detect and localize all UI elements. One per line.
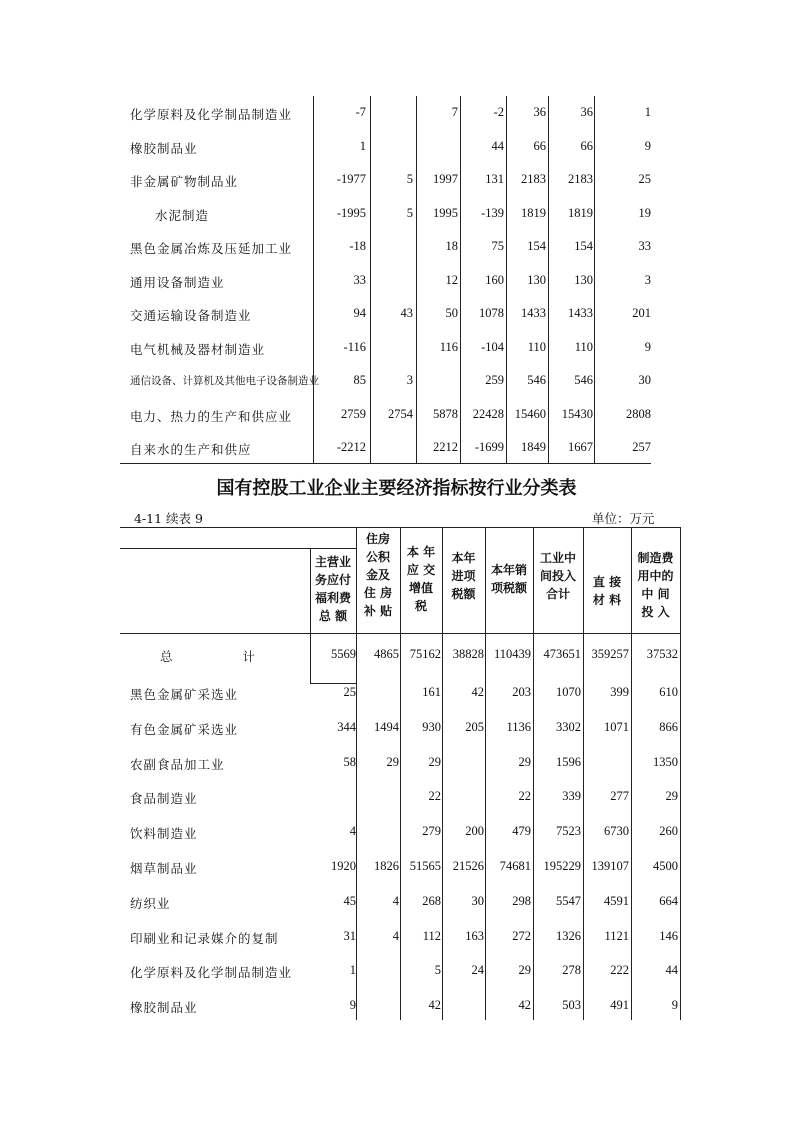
row-label: 食品制造业 (130, 791, 198, 807)
table-cell: -116 (343, 339, 366, 354)
table-cell: 5 (406, 172, 413, 186)
total-cell: 359257 (591, 647, 629, 661)
table-cell: 610 (659, 685, 678, 699)
table-cell: 74681 (499, 859, 531, 873)
table-cell: 1997 (433, 172, 458, 186)
table-cell: 5547 (556, 893, 581, 908)
table-cell: 1350 (653, 754, 678, 769)
table-cell: 75 (491, 239, 504, 253)
column-header: 本年 进项 税额 (451, 551, 476, 601)
column-header: 主营业 务应付 福利费 总 额 (314, 555, 351, 623)
table-cell: 33 (353, 272, 366, 287)
table-cell: 1 (644, 105, 651, 119)
table-cell: 9 (671, 998, 678, 1013)
total-cell: 75162 (409, 647, 441, 661)
table-cell: 51565 (409, 859, 441, 873)
column-header: 本年销 项税额 (490, 563, 527, 595)
table-cell: 30 (638, 373, 651, 387)
table-cell: 491 (610, 998, 629, 1013)
table-cell: 3302 (556, 719, 581, 734)
row-label: 橡胶制品业 (130, 1000, 198, 1016)
table-cell: -1995 (336, 205, 366, 220)
table-code: 4-11 续表 9 (134, 511, 203, 526)
table-cell: 1071 (604, 719, 629, 734)
table-cell: 29 (665, 789, 678, 804)
table-cell: 45 (343, 893, 356, 908)
table-cell: 5 (406, 205, 413, 220)
table-cell: 1433 (568, 306, 593, 320)
column-header: 住房 公积 金及 住 房 补 贴 (363, 532, 393, 618)
table-cell: 12 (445, 272, 458, 287)
table-cell: 29 (386, 754, 399, 769)
table-cell: 6730 (604, 824, 629, 839)
table-cell: 130 (574, 272, 593, 287)
table-cell: 36 (533, 105, 546, 119)
table-cell: 18 (445, 239, 458, 253)
table-cell: 2754 (388, 406, 413, 421)
header-divider (680, 527, 681, 633)
table-cell: -1977 (336, 172, 366, 186)
table-cell: 1078 (479, 306, 504, 320)
column-header: 工业中 间投入 合计 (539, 551, 576, 601)
table-cell: 50 (445, 306, 458, 320)
table-cell: -18 (349, 239, 366, 253)
table-cell: 44 (665, 963, 678, 978)
header-sub-rule (120, 548, 356, 549)
total-label: 总 计 (160, 649, 260, 664)
table-cell: 29 (428, 754, 441, 769)
table-cell: 257 (632, 440, 651, 454)
row-label: 有色金属矿采选业 (130, 721, 239, 737)
row-label: 印刷业和记录媒介的复制 (130, 930, 279, 946)
table-cell: 29 (518, 754, 531, 769)
row-label: 电气机械及器材制造业 (130, 341, 266, 357)
table-cell: 42 (428, 998, 441, 1013)
table-bottom-rule (120, 463, 651, 464)
table-cell: 222 (610, 963, 629, 978)
table-cell: 1819 (521, 205, 546, 220)
table-cell: 203 (512, 685, 531, 699)
table-cell: -2 (493, 105, 504, 119)
column-header: 本 年 应 交 增值 税 (406, 545, 436, 613)
table-cell: 1433 (521, 306, 546, 320)
table-cell: 25 (638, 172, 651, 186)
table-cell: 2183 (568, 172, 593, 186)
table-cell: 200 (465, 824, 484, 839)
row-label: 橡胶制品业 (130, 140, 198, 156)
table-cell: 664 (659, 893, 678, 908)
table-cell: 33 (638, 239, 651, 253)
table-cell: 930 (422, 719, 441, 734)
table-cell: 30 (471, 893, 484, 908)
table-cell: 116 (439, 339, 458, 354)
row-label: 非金属矿物制品业 (130, 174, 239, 189)
table-cell: 205 (465, 719, 484, 734)
table-cell: 1920 (331, 859, 356, 873)
table-cell: 5878 (433, 406, 458, 421)
table-cell: 278 (562, 963, 581, 978)
table-cell: 3 (406, 373, 413, 387)
table-cell: 130 (527, 272, 546, 287)
table-cell: 479 (512, 824, 531, 839)
table-cell: -2212 (336, 440, 366, 454)
table-cell: 1995 (433, 205, 458, 220)
table-cell: 15430 (561, 406, 593, 421)
table-cell: 259 (485, 373, 504, 387)
table-cell: 1596 (556, 754, 581, 769)
table-cell: -7 (355, 105, 366, 119)
row-label: 电力、热力的生产和供应业 (130, 408, 293, 424)
row-label: 黑色金属冶炼及压延加工业 (130, 241, 293, 256)
total-cell: 5569 (331, 647, 356, 661)
table-cell: 2183 (521, 172, 546, 186)
table-cell: 268 (422, 893, 441, 908)
table-cell: 1070 (556, 685, 581, 699)
table-cell: 36 (580, 105, 593, 119)
table-cell: 43 (400, 306, 413, 320)
table-cell: 1494 (374, 719, 399, 734)
table-cell: 19 (638, 205, 651, 220)
table-cell: 110 (527, 339, 546, 354)
table-cell: 1326 (556, 928, 581, 943)
table-cell: 503 (562, 998, 581, 1013)
table-cell: 42 (471, 685, 484, 699)
total-cell: 38828 (452, 647, 484, 661)
table-cell: 279 (422, 824, 441, 839)
table-cell: 546 (574, 373, 593, 387)
table-cell: 9 (349, 998, 356, 1013)
table-cell: 260 (659, 824, 678, 839)
table-cell: 4 (392, 893, 399, 908)
row-label: 化学原料及化学制品制造业 (130, 107, 293, 122)
table-cell: 546 (527, 373, 546, 387)
table-cell: 110 (574, 339, 593, 354)
table-cell: 1 (359, 138, 366, 153)
table-cell: 4 (392, 928, 399, 943)
row-label: 烟草制品业 (130, 861, 198, 876)
row-label: 黑色金属矿采选业 (130, 687, 239, 702)
table-cell: 277 (610, 789, 629, 804)
total-cell: 110439 (493, 647, 531, 661)
table-cell: 1136 (506, 719, 531, 734)
table-cell: 1849 (521, 440, 546, 454)
table-cell: 131 (485, 172, 504, 186)
table-cell: 866 (659, 719, 678, 734)
row-label: 交通运输设备制造业 (130, 308, 252, 323)
row-label: 化学原料及化学制品制造业 (130, 965, 293, 981)
table-cell: 7523 (556, 824, 581, 839)
table-cell: 2808 (626, 406, 651, 421)
table-cell: 146 (659, 928, 678, 943)
column-header: 制造费 用中的 中 间 投 入 (637, 551, 674, 619)
table-cell: 160 (485, 272, 504, 287)
table-cell: 139107 (591, 859, 629, 873)
table-cell: 4500 (653, 859, 678, 873)
table-cell: 298 (512, 893, 531, 908)
row-label: 饮料制造业 (130, 826, 198, 842)
unit-label: 单位：万元 (592, 511, 655, 526)
table-cell: 1121 (604, 928, 629, 943)
row-label: 自来水的生产和供应 (130, 442, 252, 457)
column-divider (680, 633, 681, 1020)
table-cell: 22428 (472, 406, 504, 421)
table-cell: 112 (422, 928, 441, 943)
table-cell: 154 (527, 239, 546, 253)
table-cell: 25 (343, 685, 356, 699)
table-cell: 24 (471, 963, 484, 978)
table-cell: 22 (518, 789, 531, 804)
column-header: 直 接 材 料 (592, 575, 622, 607)
table-cell: 339 (562, 789, 581, 804)
table-cell: 4591 (604, 893, 629, 908)
table-cell: 66 (533, 138, 546, 153)
row-label: 农副食品加工业 (130, 756, 225, 772)
table-cell: 22 (428, 789, 441, 804)
table-cell: -139 (481, 205, 504, 220)
table-cell: 154 (574, 239, 593, 253)
table-cell: 9 (644, 138, 651, 153)
table-cell: 31 (343, 928, 356, 943)
table-cell: 1 (349, 963, 356, 978)
table-cell: 2759 (341, 406, 366, 421)
table-cell: 58 (343, 754, 356, 769)
table-cell: 3 (644, 272, 651, 287)
table-cell: 344 (337, 719, 356, 734)
table-title: 国有控股工业企业主要经济指标按行业分类表 (216, 478, 577, 499)
table-cell: 163 (465, 928, 484, 943)
table-cell: 15460 (514, 406, 546, 421)
table-cell: 21526 (452, 859, 484, 873)
table-cell: 1819 (568, 205, 593, 220)
table-cell: 201 (632, 306, 651, 320)
table-cell: 161 (422, 685, 441, 699)
table-cell: 195229 (543, 859, 581, 873)
table-cell: 42 (518, 998, 531, 1013)
column-divider (356, 633, 357, 1020)
total-row-rule (310, 683, 356, 684)
table-cell: 85 (353, 373, 366, 387)
total-cell: 4865 (374, 647, 399, 661)
table-cell: 7 (451, 105, 458, 119)
total-cell: 37532 (646, 647, 678, 661)
table-cell: 94 (353, 306, 366, 320)
table-cell: 2212 (433, 440, 458, 454)
table-cell: 1826 (374, 859, 399, 873)
table-cell: 29 (518, 963, 531, 978)
row-label: 水泥制造 (155, 207, 210, 223)
table-cell: -104 (481, 339, 504, 354)
table-cell: 4 (349, 824, 356, 839)
row-label: 通信设备、计算机及其他电子设备制造业 (130, 375, 319, 387)
row-label: 通用设备制造业 (130, 274, 225, 290)
table-cell: 5 (434, 963, 441, 978)
table-cell: 1667 (568, 440, 593, 454)
total-cell: 473651 (543, 647, 581, 661)
table-cell: 66 (580, 138, 593, 153)
table-cell: 399 (610, 685, 629, 699)
table-cell: -1699 (474, 440, 504, 454)
table-cell: 272 (512, 928, 531, 943)
table-cell: 44 (491, 138, 504, 153)
row-label: 纺织业 (130, 895, 171, 911)
table-cell: 9 (644, 339, 651, 354)
